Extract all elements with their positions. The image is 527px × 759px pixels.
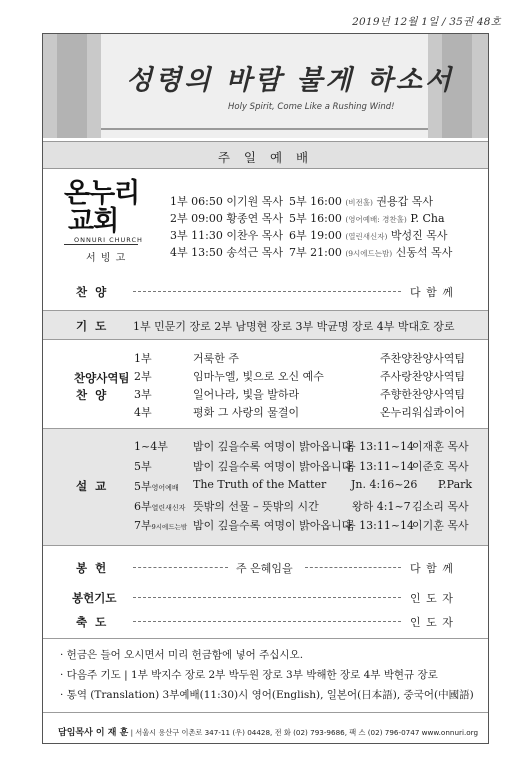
choir-song: 거룩한 주 [193, 352, 240, 365]
service-row: 2부 09:00 황종연 목사 [170, 212, 283, 225]
sermon-row: 5부영어예배 [134, 480, 179, 493]
offering-label: 봉 헌 [76, 561, 109, 575]
hymn-leader: 다 함 께 [410, 286, 454, 299]
choir-session: 2부 [134, 370, 152, 383]
service-row: 1부 06:50 이기원 목사 [170, 195, 283, 208]
choir-song: 임마누엘, 빛으로 오신 예수 [193, 370, 324, 383]
service-row: 3부 11:30 이찬우 목사 [170, 229, 283, 242]
footer-rule [43, 712, 488, 713]
section-rule [43, 545, 488, 546]
logo-line-2: 교회 [68, 206, 119, 237]
choir-team: 주찬양찬양사역팀 [380, 352, 466, 365]
dash-leader [133, 567, 228, 568]
sermon-ref: 왕하 4:1~7 [352, 500, 411, 513]
service-row: 5부 16:00 (비전홀) 권용갑 목사 [289, 195, 434, 208]
benediction-leader: 인 도 자 [410, 616, 454, 629]
sermon-title: 뜻밖의 선물 – 뜻밖의 시간 [193, 500, 319, 513]
note-item: · 다음주 기도 | 1부 박지수 장로 2부 박두원 장로 3부 박해한 장로 4부 박현규 장로 [60, 669, 438, 681]
choir-team: 주사랑찬양사역팀 [380, 370, 466, 383]
offering-leader: 다 함 께 [410, 562, 454, 575]
choir-team: 온누리워십콰이어 [380, 406, 466, 419]
choir-label-2: 찬 양 [76, 388, 109, 402]
sermon-title: 밤이 깊을수록 여명이 밝아옵니다 [193, 519, 353, 532]
sermon-pastor: P.Park [438, 478, 473, 491]
service-row: 4부 13:50 송석근 목사 [170, 246, 283, 259]
church-name-en: ONNURI CHURCH [74, 236, 143, 244]
choir-session: 4부 [134, 406, 152, 419]
dash-leader [133, 597, 401, 598]
sermon-ref: 롬 13:11~14 [345, 440, 415, 453]
footer-lead-pastor: 담임목사 이 재 훈 [58, 728, 129, 738]
note-item: · 통역 (Translation) 3부예배(11:30)시 영어(English), 일본어(日本語), 중국어(中國語) [60, 689, 474, 701]
note-item: · 헌금은 들어 오시면서 미리 헌금함에 넣어 주십시오. [60, 649, 304, 661]
offering-song: 주 은혜임을 [236, 562, 293, 575]
sermon-label: 설 교 [76, 479, 109, 493]
notes-list [60, 645, 474, 705]
section-rule [43, 339, 488, 340]
prayer-label: 기 도 [76, 319, 109, 333]
dateline: 2019년 12월 1일 / 35권 48호 [352, 16, 501, 28]
dash-leader [133, 621, 401, 622]
sermon-pastor: 이재훈 목사 [412, 440, 469, 453]
choir-song: 평화 그 사랑의 물결이 [193, 406, 300, 419]
logo-rule [64, 244, 138, 245]
banner-underline [101, 128, 428, 130]
sermon-pastor: 이준호 목사 [412, 460, 469, 473]
dash-leader [133, 291, 401, 292]
sermon-row: 5부 [134, 460, 152, 473]
banner-title: 성령의 바람 불게 하소서 [126, 65, 455, 96]
sermon-title: The Truth of the Matter [193, 478, 327, 491]
logo-line-1: 온누리 [64, 178, 140, 209]
footer [58, 725, 478, 738]
choir-team: 주향한찬양사역팀 [380, 388, 466, 401]
dash-leader [305, 567, 401, 568]
sermon-ref: Jn. 4:16~26 [351, 478, 418, 491]
service-row: 6부 19:00 (열린새신자) 박성진 목사 [289, 229, 448, 242]
prayer-text: 1부 민문기 장로 2부 남명현 장로 3부 박균명 장로 4부 박대호 장로 [133, 320, 455, 333]
service-row: 5부 16:00 (영어예배: 경찬홀) P. Cha [289, 212, 445, 225]
section-rule [43, 638, 488, 639]
benediction-label: 축 도 [76, 615, 109, 629]
sermon-row: 6부열린새신자 [134, 500, 186, 513]
banner-left-notch [57, 34, 87, 138]
choir-label: 찬양사역팀 [74, 371, 130, 385]
church-logo [64, 180, 139, 236]
choir-session: 1부 [134, 352, 152, 365]
sermon-ref: 롬 13:11~14 [345, 460, 415, 473]
sermon-row: 7부9시에드는밤 [134, 519, 188, 532]
sermon-pastor: 이기훈 목사 [412, 519, 469, 532]
hymn-label: 찬 양 [76, 285, 109, 299]
banner-subtitle: Holy Spirit, Come Like a Rushing Wind! [228, 102, 395, 112]
offering-prayer-label: 봉헌기도 [72, 591, 117, 605]
sermon-ref: 롬 13:11~14 [345, 519, 415, 532]
service-row: 7부 21:00 (9시에드는밤) 신동석 목사 [289, 246, 453, 259]
sermon-pastor: 김소리 목사 [412, 500, 469, 513]
footer-info: | 서울시 용산구 이촌로 347-11 (우) 04428, 전 화 (02) 793-9686, 팩 스 (02) 796-0747 www.onnuri.org [130, 728, 479, 737]
sermon-row: 1~4부 [134, 440, 168, 453]
offering-prayer-leader: 인 도 자 [410, 592, 454, 605]
sermon-title: 밤이 깊을수록 여명이 밝아옵니다 [193, 440, 353, 453]
choir-session: 3부 [134, 388, 152, 401]
service-title: 주 일 예 배 [217, 150, 314, 165]
sermon-title: 밤이 깊을수록 여명이 밝아옵니다 [193, 460, 353, 473]
choir-song: 일어나라, 빛을 발하라 [193, 388, 300, 401]
campus-name: 서 빙 고 [86, 253, 127, 264]
